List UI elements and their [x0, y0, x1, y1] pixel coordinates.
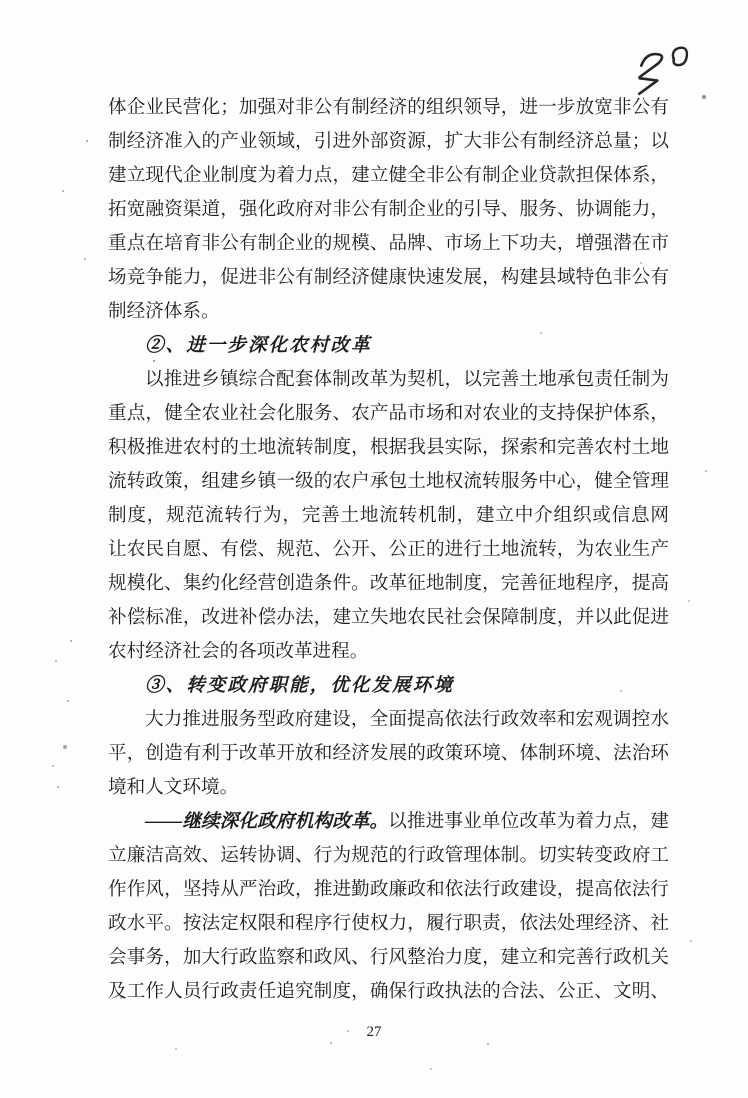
- text-line: 建立现代企业制度为着力点，建立健全非公有制企业贷款担保体系，: [108, 165, 669, 186]
- text-line: 制经济准入的产业领域，引进外部资源，扩大非公有制经济总量；以: [108, 131, 669, 152]
- text-line: 流转政策，组建乡镇一级的农户承包土地权流转服务中心，健全管理: [108, 471, 669, 492]
- text-line: 立廉洁高效、运转协调、行为规范的行政管理体制。切实转变政府工: [108, 845, 669, 866]
- text-line: 及工作人员行政责任追究制度，确保行政执法的合法、公正、文明、: [108, 981, 669, 1002]
- text-line: [108, 805, 669, 839]
- text-line: 让农民自愿、有偿、规范、公开、公正的进行土地流转，为农业生产: [108, 539, 669, 560]
- document-body: [108, 91, 669, 1009]
- text-line: 制经济体系。: [108, 301, 220, 322]
- text-line: 拓宽融资渠道，强化政府对非公有制企业的引导、服务、协调能力，: [108, 199, 669, 220]
- section-heading-government-functions: ③、转变政府职能，优化发展环境: [145, 675, 454, 696]
- text-line: 场竞争能力，促进非公有制经济健康快速发展，构建县域特色非公有: [108, 267, 669, 288]
- text-line: 补偿标准，改进补偿办法，建立失地农民社会保障制度，并以此促进: [108, 607, 669, 628]
- text-line: 以推进乡镇综合配套体制改革为契机，以完善土地承包责任制为: [145, 369, 669, 390]
- text-line: 境和人文环境。: [108, 777, 239, 798]
- text-line: 制度，规范流转行为，完善土地流转机制，建立中介组织或信息网: [108, 505, 669, 526]
- text-line: 重点在培育非公有制企业的规模、品牌、市场上下功夫，增强潜在市: [108, 233, 669, 254]
- text-line: 大力推进服务型政府建设，全面提高依法行政效率和宏观调控水: [145, 709, 669, 730]
- text-line: 政水平。按法定权限和程序行使权力，履行职责，依法处理经济、社: [108, 913, 669, 934]
- text-line-rest: 以推进事业单位改革为着力点，建: [388, 811, 669, 832]
- scan-noise-specks: [0, 0, 2, 2]
- text-line: 作作风，坚持从严治政，推进勤政廉政和依法行政建设，提高依法行: [108, 879, 669, 900]
- section-heading-rural-reform: ②、进一步深化农村改革: [145, 335, 372, 356]
- text-line: 体企业民营化；加强对非公有制经济的组织领导，进一步放宽非公有: [108, 97, 669, 118]
- text-line: 平，创造有利于改革开放和经济发展的政策环境、体制环境、法治环: [108, 743, 669, 764]
- page-number: 27: [366, 1024, 382, 1040]
- text-line: 积极推进农村的土地流转制度，根据我县实际，探索和完善农村土地: [108, 437, 669, 458]
- text-line: 重点，健全农业社会化服务、农产品市场和对农业的支持保护体系，: [108, 403, 669, 424]
- text-line: 规模化、集约化经营创造条件。改革征地制度，完善征地程序，提高: [108, 573, 669, 594]
- text-line: 农村经济社会的各项改革进程。: [108, 641, 369, 662]
- text-line: 会事务，加大行政监察和政风、行风整治力度，建立和完善行政机关: [108, 947, 669, 968]
- handwritten-annotation-value: [698, 44, 699, 45]
- paragraph-lead-bold: ——继续深化政府机构改革。: [145, 811, 389, 832]
